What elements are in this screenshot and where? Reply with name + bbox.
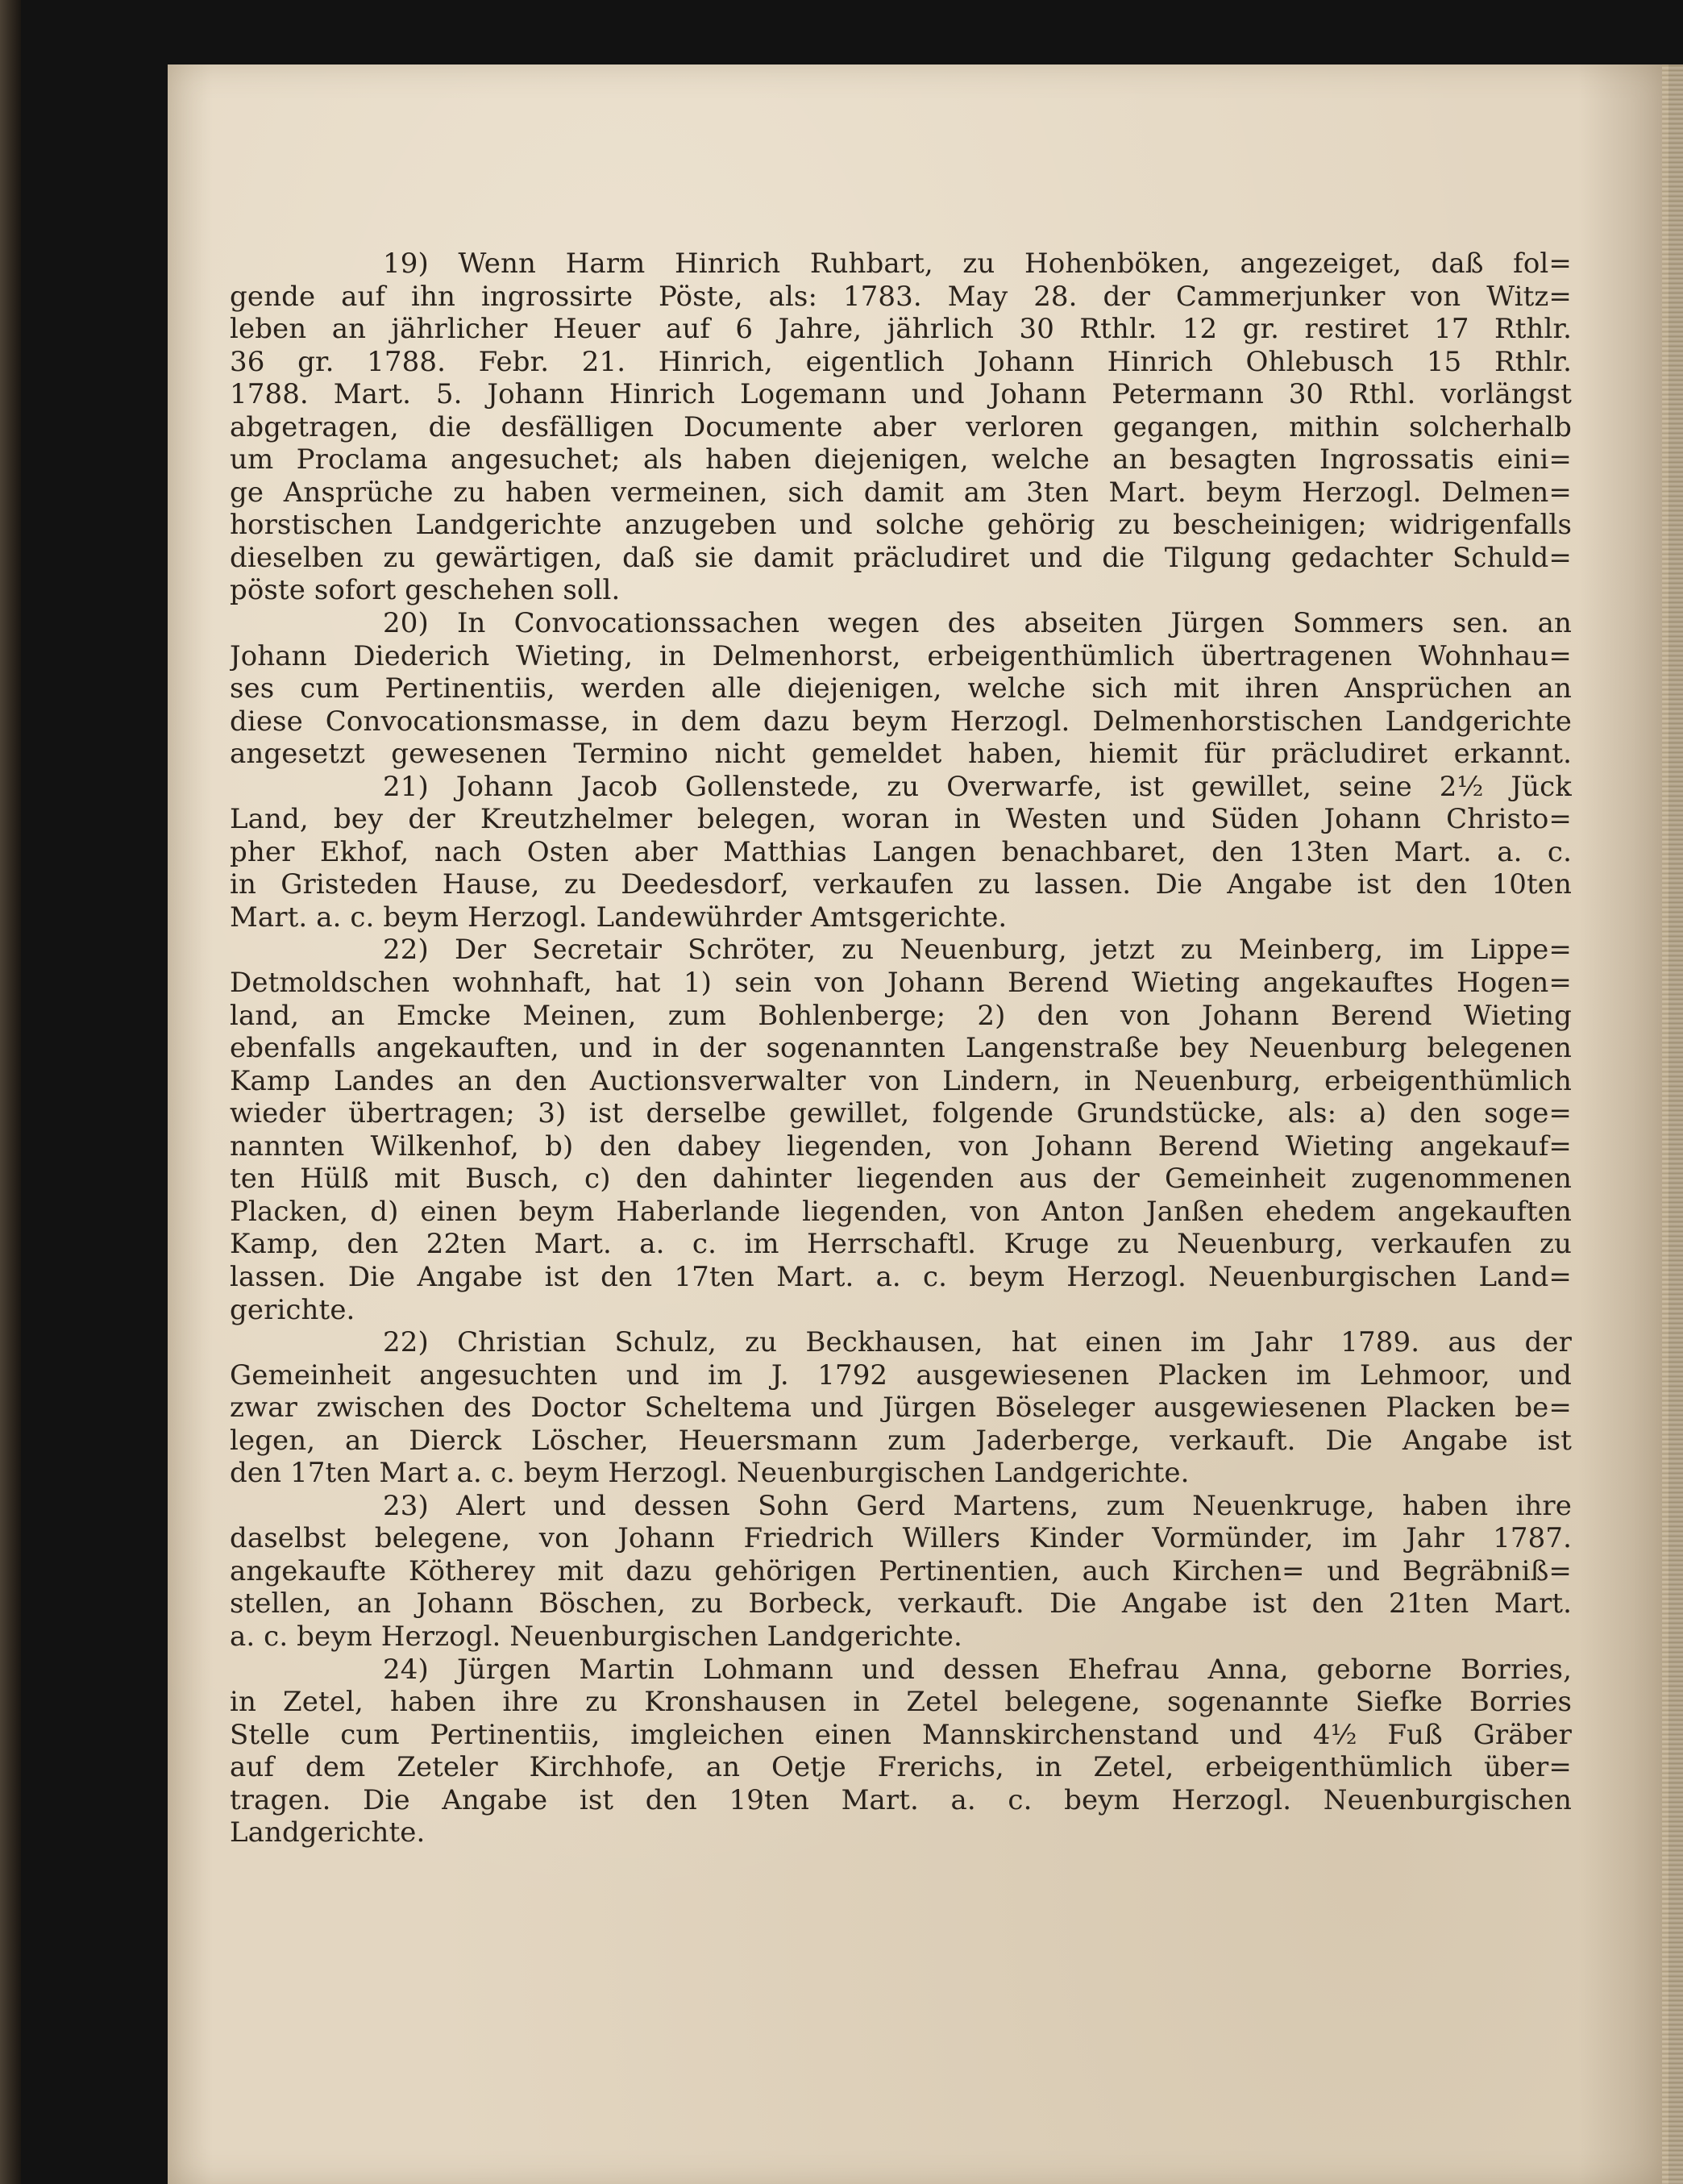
text-line: Kamp, den 22ten Mart. a. c. im Herrschaftl. Kruge zu Neuenburg, verkaufen zu [230, 1228, 1572, 1261]
text-line: zwar zwischen des Doctor Scheltema und Jürgen Böseleger ausgewiesenen Placken be= [230, 1392, 1572, 1425]
text-line: Gemeinheit angesuchten und im J. 1792 ausgewiesenen Placken im Lehmoor, und [230, 1358, 1572, 1392]
text-line: horstischen Landgerichte anzugeben und solche gehörig zu bescheinigen; widrigenfalls [230, 509, 1572, 542]
text-line: 21) Johann Jacob Gollenstede, zu Overwarfe, ist gewillet, seine 2½ Jück [383, 770, 1572, 803]
text-line: angekaufte Kötherey mit dazu gehörigen Pertinentien, auch Kirchen= und Begräbniß= [230, 1554, 1572, 1587]
text-line: 22) Der Secretair Schröter, zu Neuenburg, jetzt zu Meinberg, im Lippe= [383, 934, 1572, 967]
text-line: ten Hülß mit Busch, c) den dahinter liegenden aus der Gemeinheit zugenommenen [230, 1163, 1572, 1196]
text-line: Johann Diederich Wieting, in Delmenhorst, erbeigenthümlich übertragenen Wohnhau= [230, 639, 1572, 672]
text-line: ge Ansprüche zu haben vermeinen, sich damit am 3ten Mart. beym Herzogl. Delmen= [230, 476, 1572, 509]
text-line: den 17ten Mart a. c. beym Herzogl. Neuenburgischen Landgerichte. [230, 1457, 1190, 1490]
text-line: Mart. a. c. beym Herzogl. Landewührder Amtsgerichte. [230, 901, 1008, 934]
text-line: 19) Wenn Harm Hinrich Ruhbart, zu Hohenböken, angezeiget, daß fol= [383, 248, 1572, 280]
text-line: legen, an Dierck Löscher, Heuersmann zum Jaderberge, verkauft. Die Angabe ist [230, 1424, 1572, 1457]
text-line: ebenfalls angekauften, und in der sogenannten Langenstraße bey Neuenburg belegenen [230, 1032, 1572, 1065]
text-line: um Proclama angesuchet; als haben diejenigen, welche an besagten Ingrossatis eini= [230, 443, 1572, 476]
scan-left-border [0, 0, 21, 2184]
text-line: Stelle cum Pertinentiis, imgleichen einen Mannskirchenstand und 4½ Fuß Gräber [230, 1718, 1572, 1751]
text-line: gende auf ihn ingrossirte Pöste, als: 1783. May 28. der Cammerjunker von Witz= [230, 280, 1572, 313]
page-text-block [230, 248, 1572, 1849]
text-line: 36 gr. 1788. Febr. 21. Hinrich, eigentlich Johann Hinrich Ohlebusch 15 Rthlr. [230, 345, 1572, 378]
text-line: tragen. Die Angabe ist den 19ten Mart. a. c. beym Herzogl. Neuenburgischen [230, 1783, 1572, 1816]
text-line: in Gristeden Hause, zu Deedesdorf, verkaufen zu lassen. Die Angabe ist den 10ten [230, 868, 1572, 901]
text-line: dieselben zu gewärtigen, daß sie damit präcludiret und die Tilgung gedachter Schuld= [230, 541, 1572, 574]
text-line: 24) Jürgen Martin Lohmann und dessen Ehefrau Anna, geborne Borries, [383, 1653, 1572, 1686]
text-line: land, an Emcke Meinen, zum Bohlenberge; 2) den von Johann Berend Wieting [230, 999, 1572, 1032]
text-line: wieder übertragen; 3) ist derselbe gewillet, folgende Grundstücke, als: a) den soge= [230, 1097, 1572, 1130]
text-line: Kamp Landes an den Auctionsverwalter von Lindern, in Neuenburg, erbeigenthümlich [230, 1064, 1572, 1097]
text-line: angesetzt gewesenen Termino nicht gemeldet haben, hiemit für präcludiret erkannt. [230, 738, 1572, 771]
text-line: Detmoldschen wohnhaft, hat 1) sein von Johann Berend Wieting angekauftes Hogen= [230, 967, 1572, 1000]
text-line: pöste sofort geschehen soll. [230, 574, 621, 607]
text-line: stellen, an Johann Böschen, zu Borbeck, verkauft. Die Angabe ist den 21ten Mart. [230, 1587, 1572, 1620]
text-line: nannten Wilkenhof, b) den dabey liegenden, von Johann Berend Wieting angekauf= [230, 1129, 1572, 1163]
text-line: 20) In Convocationssachen wegen des abseiten Jürgen Sommers sen. an [383, 607, 1572, 640]
text-line: Placken, d) einen beym Haberlande liegenden, von Anton Janßen ehedem angekauften [230, 1195, 1572, 1228]
text-line: Landgerichte. [230, 1816, 426, 1849]
text-line: auf dem Zeteler Kirchhofe, an Oetje Frerichs, in Zetel, erbeigenthümlich über= [230, 1751, 1572, 1784]
text-line: leben an jährlicher Heuer auf 6 Jahre, jährlich 30 Rthlr. 12 gr. restiret 17 Rthlr. [230, 313, 1572, 346]
text-line: pher Ekhof, nach Osten aber Matthias Langen benachbaret, den 13ten Mart. a. c. [230, 835, 1572, 868]
page-stack-edge [1662, 64, 1683, 2184]
text-line: Land, bey der Kreutzhelmer belegen, woran in Westen und Süden Johann Christo= [230, 803, 1572, 836]
text-line: diese Convocationsmasse, in dem dazu beym Herzogl. Delmenhorstischen Landgerichte [230, 705, 1572, 738]
text-line: lassen. Die Angabe ist den 17ten Mart. a. c. beym Herzogl. Neuenburgischen Land= [230, 1260, 1572, 1293]
text-line: 22) Christian Schulz, zu Beckhausen, hat einen im Jahr 1789. aus der [383, 1326, 1572, 1359]
text-line: 23) Alert und dessen Sohn Gerd Martens, zum Neuenkruge, haben ihre [383, 1489, 1572, 1522]
text-line: a. c. beym Herzogl. Neuenburgischen Landgerichte. [230, 1620, 962, 1653]
text-line: in Zetel, haben ihre zu Kronshausen in Zetel belegene, sogenannte Siefke Borries [230, 1686, 1572, 1719]
text-line: abgetragen, die desfälligen Documente aber verloren gegangen, mithin solcherhalb [230, 410, 1572, 443]
text-line: 1788. Mart. 5. Johann Hinrich Logemann und Johann Petermann 30 Rthl. vorlängst [230, 378, 1572, 411]
text-line: gerichte. [230, 1293, 355, 1326]
text-line: ses cum Pertinentiis, werden alle diejenigen, welche sich mit ihren Ansprüchen an [230, 672, 1572, 705]
text-line: daselbst belegene, von Johann Friedrich Willers Kinder Vormünder, im Jahr 1787. [230, 1522, 1572, 1555]
